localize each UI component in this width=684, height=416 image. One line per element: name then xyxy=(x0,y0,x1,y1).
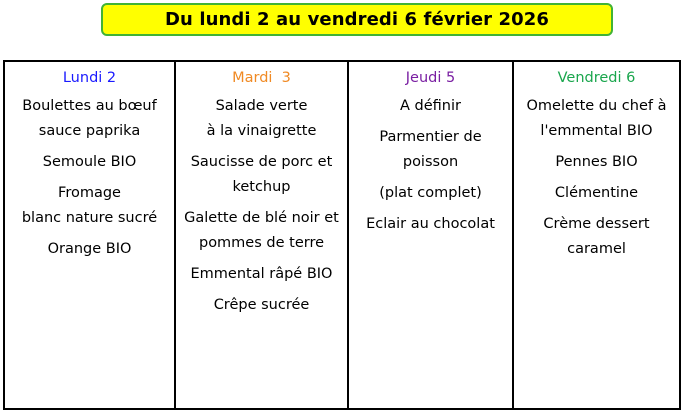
weekly-menu-table xyxy=(3,60,681,410)
dish: (plat complet) xyxy=(379,185,482,201)
day-column-tuesday xyxy=(176,62,349,408)
dish: Emmental râpé BIO xyxy=(190,266,333,282)
dish: Saucisse de porc et ketchup xyxy=(190,154,333,195)
day-name-monday: Lundi 2 xyxy=(62,70,117,86)
dish: Fromage blanc nature sucré xyxy=(21,185,158,226)
day-column-friday xyxy=(514,62,679,408)
day-name-friday: Vendredi 6 xyxy=(557,70,636,86)
dish: Clémentine xyxy=(554,185,639,201)
dish: Parmentier de poisson xyxy=(379,129,482,170)
day-column-thursday xyxy=(349,62,514,408)
page-title: Du lundi 2 au vendredi 6 février 2026 xyxy=(101,3,613,36)
day-name-thursday: Jeudi 5 xyxy=(405,70,456,86)
dish: Omelette du chef à l'emmental BIO xyxy=(526,98,667,139)
day-column-monday xyxy=(5,62,176,408)
dish: Semoule BIO xyxy=(42,154,137,170)
dish: Galette de blé noir et pommes de terre xyxy=(184,210,339,251)
dish: Crêpe sucrée xyxy=(213,297,310,313)
dish: Salade verte à la vinaigrette xyxy=(206,98,317,139)
dish: Orange BIO xyxy=(47,241,132,257)
dish: Eclair au chocolat xyxy=(366,216,495,232)
day-name-tuesday: Mardi 3 xyxy=(232,70,291,86)
dish: A définir xyxy=(400,98,461,114)
dish: Crème dessert caramel xyxy=(543,216,650,257)
dish: Boulettes au bœuf sauce paprika xyxy=(22,98,157,139)
dish: Pennes BIO xyxy=(555,154,638,170)
